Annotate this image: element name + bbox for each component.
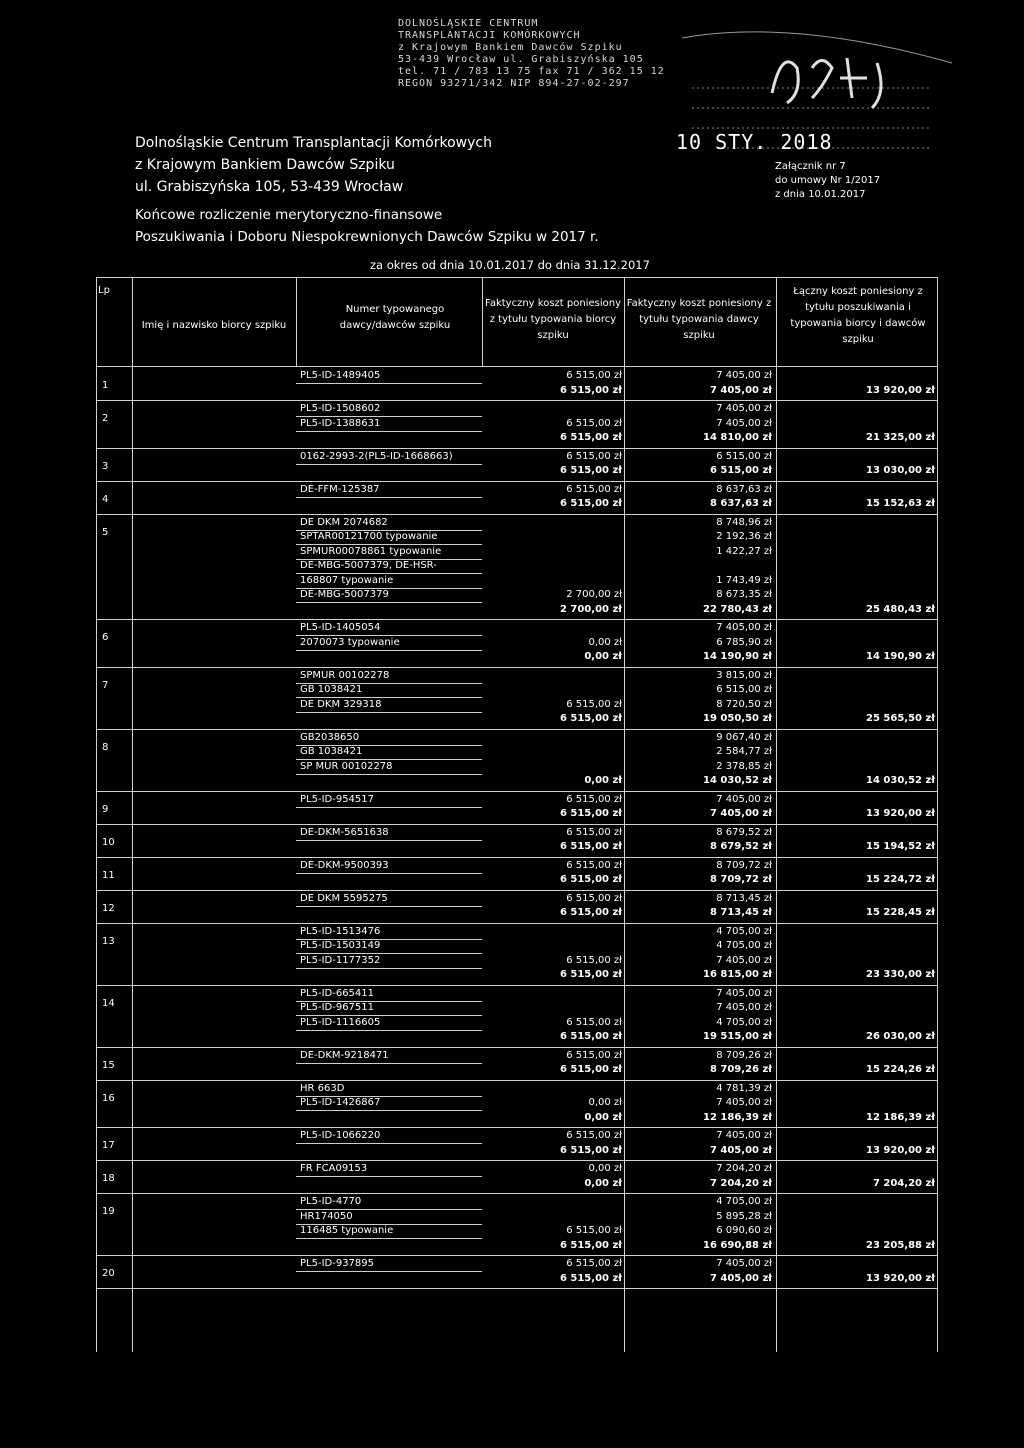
title-line-2: Poszukiwania i Doboru Niespokrewnionych Dawców Szpiku w 2017 r. (135, 229, 599, 245)
donor-cost: 7 405,00 zł (716, 987, 772, 999)
donor-number: DE-MBG-5007379 (300, 589, 389, 600)
donor-cost-sum: 16 815,00 zł (703, 969, 772, 980)
row-separator (96, 890, 938, 891)
stamp-line: tel. 71 / 783 13 75 fax 71 / 362 15 12 (398, 66, 665, 77)
donor-underline (296, 1063, 482, 1064)
row-lp: 7 (102, 679, 109, 691)
donor-cost: 1 422,27 zł (716, 545, 772, 557)
recipient-cost-sum: 0,00 zł (584, 651, 622, 662)
recipient-cost-sum: 0,00 zł (584, 775, 622, 786)
recipient-cost-sum: 6 515,00 zł (559, 1144, 622, 1156)
recipient-cost-sum: 2 700,00 zł (559, 603, 622, 615)
donor-cost: 7 405,00 zł (716, 1097, 772, 1108)
donor-cost: 8 709,72 zł (716, 859, 772, 871)
document-title (135, 204, 599, 248)
donor-number: PL5-ID-1066220 (300, 1130, 381, 1141)
recipient-cost: 0,00 zł (588, 636, 622, 648)
total-cost: 21 325,00 zł (866, 432, 935, 443)
recipient-cost-sum: 6 515,00 zł (559, 713, 622, 724)
donor-cost-sum: 12 186,39 zł (703, 1111, 772, 1123)
donor-cost-sum: 19 515,00 zł (703, 1031, 772, 1042)
title-line-1: Końcowe rozliczenie merytoryczno-finansowe (135, 207, 443, 223)
table-top-border (96, 277, 938, 278)
donor-number: PL5-ID-967511 (300, 1002, 375, 1013)
donor-number: FR FCA09153 (300, 1163, 368, 1174)
donor-underline (296, 1110, 482, 1111)
recipient-cost-sum: 0,00 zł (584, 1111, 622, 1123)
donor-cost-sum: 7 405,00 zł (709, 808, 772, 819)
donor-cost: 7 405,00 zł (716, 622, 772, 633)
total-cost: 15 224,72 zł (866, 874, 935, 885)
recipient-cost: 6 515,00 zł (566, 793, 622, 805)
row-lp: 19 (102, 1206, 115, 1217)
donor-number: PL5-ID-1116605 (300, 1016, 381, 1028)
org-address: ul. Grabiszyńska 105, 53-439 Wrocław (135, 179, 404, 195)
donor-cost-sum: 14 190,90 zł (703, 651, 772, 662)
row-separator (96, 481, 938, 482)
row-separator (96, 985, 938, 986)
donor-number: PL5-ID-1508602 (300, 403, 381, 414)
donor-cost: 8 673,35 zł (716, 589, 772, 600)
col-header-lp: Lp (98, 285, 110, 296)
attachment-number: Załącznik nr 7 (775, 161, 846, 172)
table-left-border (96, 277, 97, 1352)
recipient-cost-sum: 6 515,00 zł (559, 874, 622, 885)
total-cost: 13 030,00 zł (866, 465, 935, 476)
row-separator (96, 1160, 938, 1161)
donor-cost-sum: 22 780,43 zł (703, 603, 772, 615)
stamp-line: DOLNOŚLĄSKIE CENTRUM (398, 18, 539, 29)
donor-cost: 8 748,96 zł (716, 516, 772, 528)
total-cost: 15 228,45 zł (866, 907, 935, 918)
row-lp: 2 (102, 413, 109, 424)
donor-number: DE DKM 5595275 (300, 892, 388, 904)
donor-cost-sum: 8 713,45 zł (709, 907, 772, 918)
donor-underline (296, 1030, 482, 1031)
total-cost: 15 194,52 zł (866, 841, 935, 852)
org-name: Dolnośląskie Centrum Transplantacji Komórkowych (135, 135, 492, 151)
donor-number: 0162-2993-2(PL5-ID-1668663) (300, 450, 453, 462)
row-separator (96, 1193, 938, 1194)
donor-number: 2070073 typowanie (300, 636, 400, 648)
row-separator (96, 619, 938, 620)
donor-cost-sum: 16 690,88 zł (703, 1239, 772, 1251)
table-header-border (96, 366, 938, 367)
row-separator (96, 729, 938, 730)
row-lp: 13 (102, 935, 115, 947)
row-lp: 12 (102, 902, 115, 914)
donor-cost: 8 709,26 zł (716, 1049, 772, 1061)
row-lp: 16 (102, 1092, 115, 1104)
recipient-cost: 6 515,00 zł (566, 1049, 622, 1061)
donor-number: DE DKM 2074682 (300, 516, 388, 528)
donor-cost-sum: 7 405,00 zł (709, 384, 772, 396)
recipient-cost-sum: 6 515,00 zł (559, 465, 622, 476)
total-cost: 14 190,90 zł (866, 651, 935, 662)
recipient-cost: 6 515,00 zł (566, 417, 622, 429)
recipient-cost: 6 515,00 zł (566, 483, 622, 495)
col-header-donor-cost: Faktyczny koszt poniesiony z tytułu typowania dawcy szpiku (626, 298, 772, 341)
donor-cost: 7 204,20 zł (716, 1163, 772, 1174)
donor-cost-sum: 7 204,20 zł (709, 1177, 772, 1189)
donor-cost: 8 637,63 zł (716, 483, 772, 495)
total-cost: 12 186,39 zł (866, 1111, 935, 1123)
donor-cost: 8 679,52 zł (716, 826, 772, 838)
row-lp: 17 (102, 1140, 115, 1151)
recipient-cost: 6 515,00 zł (566, 859, 622, 871)
col-divider-donor (482, 277, 483, 367)
total-cost: 26 030,00 zł (866, 1031, 935, 1042)
row-lp: 4 (102, 493, 109, 505)
donor-underline (296, 873, 482, 874)
donor-number: PL5-ID-4770 (300, 1196, 362, 1207)
donor-number: PL5-ID-1489405 (300, 370, 381, 381)
recipient-cost-sum: 6 515,00 zł (559, 1031, 622, 1042)
col-header-recipient: Imię i nazwisko biorcy szpiku (141, 320, 287, 331)
col-divider-lp (132, 277, 133, 1352)
donor-number: DE-DKM-9500393 (300, 859, 389, 871)
donor-cost: 3 815,00 zł (716, 669, 772, 681)
donor-cost: 6 515,00 zł (716, 450, 772, 462)
total-cost: 13 920,00 zł (866, 1144, 935, 1156)
donor-cost: 2 378,85 zł (716, 760, 772, 772)
donor-number: DE-FFM-125387 (300, 483, 380, 495)
donor-cost: 1 743,49 zł (716, 574, 772, 586)
total-cost: 14 030,52 zł (866, 775, 935, 786)
donor-cost: 2 192,36 zł (716, 531, 772, 542)
row-lp: 1 (102, 380, 109, 391)
donor-number: HR174050 (300, 1210, 353, 1222)
donor-cost-sum: 14 810,00 zł (703, 432, 772, 443)
donor-number: PL5-ID-1177352 (300, 954, 381, 966)
donor-number: SPTAR00121700 typowanie (300, 531, 438, 542)
attachment-note (775, 160, 880, 202)
donor-underline (296, 602, 482, 603)
donor-underline (296, 968, 482, 969)
recipient-cost: 6 515,00 zł (566, 698, 622, 710)
col-header-total: Łączny koszt poniesiony z tytułu poszukiwania i typowania biorcy i dawców szpiku (790, 286, 926, 345)
total-cost: 23 205,88 zł (866, 1239, 935, 1251)
row-lp: 15 (102, 1059, 115, 1071)
recipient-cost-sum: 6 515,00 zł (559, 1272, 622, 1284)
donor-cost: 7 405,00 zł (716, 793, 772, 805)
row-lp: 20 (102, 1268, 115, 1279)
donor-cost: 7 405,00 zł (716, 954, 772, 966)
donor-cost: 6 785,90 zł (716, 636, 772, 648)
donor-underline (296, 1176, 482, 1177)
row-lp: 8 (102, 741, 109, 753)
recipient-cost: 6 515,00 zł (566, 1258, 622, 1269)
recipient-cost: 6 515,00 zł (566, 826, 622, 838)
donor-cost: 4 705,00 zł (716, 1196, 772, 1207)
row-separator (96, 667, 938, 668)
row-separator (96, 400, 938, 401)
donor-cost: 7 405,00 zł (716, 1258, 772, 1269)
total-cost: 23 330,00 zł (866, 969, 935, 980)
row-separator (96, 923, 938, 924)
donor-underline (296, 712, 482, 713)
total-cost: 25 480,43 zł (866, 603, 935, 615)
org-bank: z Krajowym Bankiem Dawców Szpiku (135, 157, 395, 173)
donor-cost-sum: 19 050,50 zł (703, 713, 772, 724)
donor-cost: 5 895,28 zł (716, 1210, 772, 1222)
total-cost: 25 565,50 zł (866, 713, 935, 724)
recipient-cost: 6 515,00 zł (566, 1225, 622, 1236)
stamp-line: REGON 93271/342 NIP 894-27-02-297 (398, 78, 630, 89)
total-cost: 13 920,00 zł (866, 1272, 935, 1284)
row-separator (96, 1080, 938, 1081)
period: za okres od dnia 10.01.2017 do dnia 31.12.2017 (370, 258, 650, 272)
stamp-line: 53-439 Wrocław ul. Grabiszyńska 105 (398, 54, 644, 65)
donor-cost-sum: 8 637,63 zł (709, 498, 772, 509)
donor-cost: 7 405,00 zł (716, 417, 772, 429)
row-separator (96, 1255, 938, 1256)
recipient-cost-sum: 6 515,00 zł (559, 432, 622, 443)
row-lp: 14 (102, 997, 115, 1009)
recipient-cost-sum: 6 515,00 zł (559, 841, 622, 852)
donor-cost: 4 781,39 zł (716, 1082, 772, 1094)
donor-cost: 9 067,40 zł (716, 731, 772, 743)
donor-underline (296, 840, 482, 841)
donor-underline (296, 1143, 482, 1144)
donor-cost: 4 705,00 zł (716, 940, 772, 951)
recipient-cost: 6 515,00 zł (566, 450, 622, 462)
donor-number: DE DKM 329318 (300, 698, 382, 710)
donor-underline (296, 464, 482, 465)
donor-number: PL5-ID-665411 (300, 987, 375, 999)
donor-cost: 4 705,00 zł (716, 1016, 772, 1028)
row-lp: 3 (102, 460, 109, 472)
donor-number: PL5-ID-1513476 (300, 925, 381, 937)
donor-number: DE-DKM-5651638 (300, 826, 389, 838)
donor-cost: 6 515,00 zł (716, 684, 772, 695)
recipient-cost-sum: 6 515,00 zł (559, 1239, 622, 1251)
donor-cost: 7 405,00 zł (716, 403, 772, 414)
donor-number: DE-MBG-5007379, DE-HSR- (300, 560, 437, 571)
recipient-cost-sum: 6 515,00 zł (559, 969, 622, 980)
donor-cost-sum: 8 709,26 zł (709, 1064, 772, 1075)
donor-underline (296, 497, 482, 498)
recipient-cost-sum: 6 515,00 zł (559, 907, 622, 918)
row-separator (96, 857, 938, 858)
donor-cost-sum: 8 709,72 zł (709, 874, 772, 885)
recipient-cost: 6 515,00 zł (566, 370, 622, 381)
total-cost: 13 920,00 zł (866, 808, 935, 819)
donor-cost-sum: 6 515,00 zł (709, 465, 772, 476)
donor-number: PL5-ID-937895 (300, 1258, 375, 1269)
received-date: 10 STY. 2018 (676, 130, 833, 154)
donor-cost-sum: 7 405,00 zł (709, 1144, 772, 1156)
total-cost: 15 152,63 zł (866, 498, 935, 509)
recipient-cost-sum: 6 515,00 zł (559, 808, 622, 819)
recipient-cost-sum: 0,00 zł (584, 1177, 622, 1189)
row-lp: 10 (102, 836, 115, 848)
donor-number: PL5-ID-954517 (300, 793, 375, 805)
donor-cost: 8 713,45 zł (716, 892, 772, 904)
donor-number: PL5-ID-1405054 (300, 622, 381, 633)
total-cost: 13 920,00 zł (866, 384, 935, 396)
donor-cost-sum: 14 030,52 zł (703, 775, 772, 786)
donor-cost: 4 705,00 zł (716, 925, 772, 937)
donor-cost: 8 720,50 zł (716, 698, 772, 710)
recipient-cost: 6 515,00 zł (566, 1130, 622, 1141)
donor-underline (296, 774, 482, 775)
donor-underline (296, 807, 482, 808)
recipient-cost-sum: 6 515,00 zł (559, 384, 622, 396)
donor-cost-sum: 8 679,52 zł (709, 841, 772, 852)
recipient-cost-sum: 6 515,00 zł (559, 498, 622, 509)
row-lp: 6 (102, 632, 109, 643)
row-separator (96, 448, 938, 449)
donor-underline (296, 906, 482, 907)
row-lp: 5 (102, 526, 109, 538)
donor-cost-sum: 7 405,00 zł (709, 1272, 772, 1284)
recipient-cost: 0,00 zł (588, 1163, 622, 1174)
donor-number: PL5-ID-1426867 (300, 1097, 381, 1108)
col-divider-donorcost (776, 277, 777, 1352)
row-separator (96, 824, 938, 825)
row-lp: 18 (102, 1173, 115, 1184)
donor-number: HR 663D (300, 1082, 345, 1094)
donor-cost: 7 405,00 zł (716, 1130, 772, 1141)
recipient-cost: 6 515,00 zł (566, 892, 622, 904)
donor-underline (296, 431, 482, 432)
donor-number: SP MUR 00102278 (300, 760, 393, 772)
recipient-cost: 6 515,00 zł (566, 1016, 622, 1028)
donor-number: GB 1038421 (300, 746, 363, 757)
attachment-contract: do umowy Nr 1/2017 (775, 175, 881, 186)
total-cost: 7 204,20 zł (872, 1177, 935, 1189)
donor-number: 168807 typowanie (300, 574, 394, 586)
donor-number: GB2038650 (300, 731, 360, 743)
row-separator (96, 791, 938, 792)
col-divider-recipient (296, 277, 297, 367)
stamp-line: z Krajowym Bankiem Dawców Szpiku (398, 42, 623, 53)
recipient-cost: 0,00 zł (588, 1097, 622, 1108)
row-separator (96, 1127, 938, 1128)
donor-underline (296, 383, 482, 384)
donor-cost: 7 405,00 zł (716, 370, 772, 381)
recipient-cost: 6 515,00 zł (566, 954, 622, 966)
donor-number: 116485 typowanie (300, 1225, 394, 1236)
row-lp: 11 (102, 869, 115, 881)
col-header-recipient-cost: Faktyczny koszt poniesiony z tytułu typowania biorcy szpiku (485, 298, 621, 341)
institution-stamp (398, 18, 665, 90)
donor-number: PL5-ID-1503149 (300, 940, 381, 951)
stamp-line: TRANSPLANTACJI KOMÓRKOWYCH (398, 30, 581, 41)
col-header-donor-number: Numer typowanego dawcy/dawców szpiku (339, 304, 451, 331)
organization-block (135, 132, 492, 198)
donor-number: PL5-ID-1388631 (300, 417, 381, 429)
recipient-cost-sum: 6 515,00 zł (559, 1064, 622, 1075)
row-separator (96, 514, 938, 515)
table-right-border (937, 277, 938, 1352)
donor-number: SPMUR 00102278 (300, 669, 390, 681)
donor-underline (296, 1271, 482, 1272)
total-cost: 15 224,26 zł (866, 1064, 935, 1075)
donor-cost: 7 405,00 zł (716, 1002, 772, 1013)
donor-cost: 2 584,77 zł (716, 746, 772, 757)
donor-cost: 6 090,60 zł (716, 1225, 772, 1236)
col-divider-recipcost (624, 277, 625, 1352)
donor-number: SPMUR00078861 typowanie (300, 545, 442, 557)
row-separator (96, 1047, 938, 1048)
row-lp: 9 (102, 803, 109, 815)
donor-underline (296, 650, 482, 651)
row-separator (96, 1288, 938, 1289)
donor-underline (296, 1238, 482, 1239)
donor-number: DE-DKM-9218471 (300, 1049, 389, 1061)
attachment-date: z dnia 10.01.2017 (775, 189, 866, 200)
recipient-cost: 2 700,00 zł (566, 589, 622, 600)
donor-number: GB 1038421 (300, 684, 363, 695)
